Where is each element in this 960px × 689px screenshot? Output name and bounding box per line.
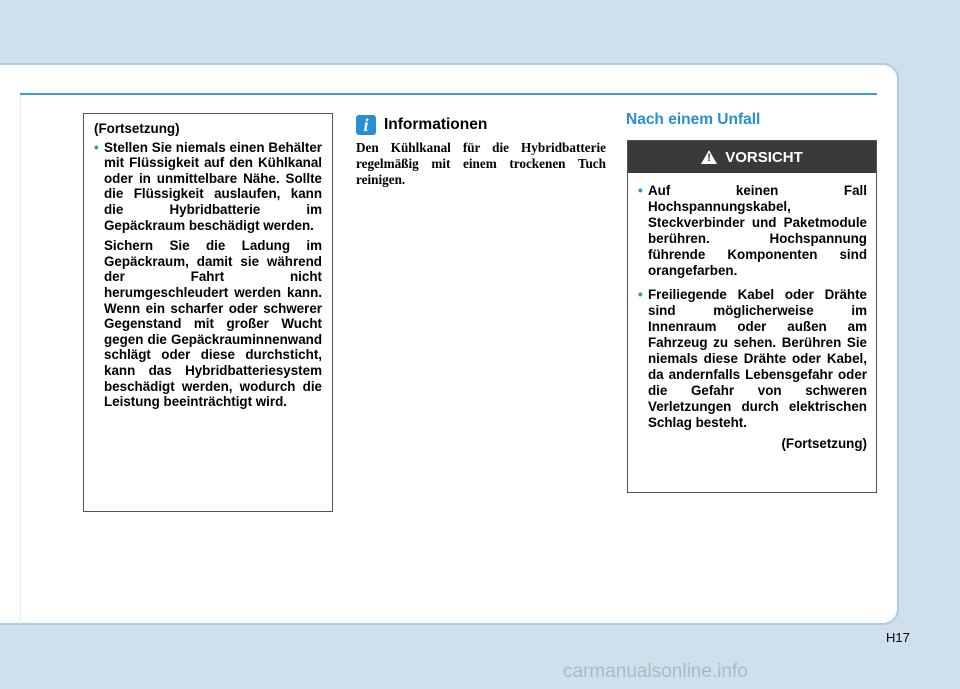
watermark: carmanualsonline.info <box>563 661 748 682</box>
info-title: Informationen <box>384 116 488 133</box>
warning-bullet <box>638 287 867 431</box>
warning-label: VORSICHT <box>725 148 803 166</box>
warning-header <box>628 141 876 173</box>
margin-rule <box>20 95 21 624</box>
info-body: Den Kühlkanal für die Hybridbatterie regelmäßig mit einem trockenen Tuch reinigen. <box>356 140 606 187</box>
info-header <box>356 115 487 135</box>
continued-caution-box <box>83 113 333 512</box>
warning-triangle-icon: ! <box>701 150 717 164</box>
bullet-dot: • <box>638 183 643 198</box>
section-title: Nach einem Unfall <box>626 111 761 128</box>
bullet-dot: • <box>94 139 99 155</box>
warning-bullet <box>638 183 867 279</box>
page-number: H17 <box>886 630 910 645</box>
info-icon: i <box>356 115 376 135</box>
header-rule <box>20 93 877 95</box>
continued-note: (Fortsetzung) <box>781 436 867 451</box>
warning-box <box>627 140 877 493</box>
warning-bullet-text: Auf keinen Fall Hochspannungskabel, Steckverbinder und Paketmodule berühren. Hochspannung führende Komponenten sind orangefarben. <box>648 183 867 278</box>
warning-body <box>628 173 876 452</box>
bullet-item <box>94 140 322 234</box>
box-heading: (Fortsetzung) <box>94 121 180 136</box>
warning-bullet-text: Freiliegende Kabel oder Drähte sind möglicherweise im Innenraum oder außen am Fahrzeug zu sehen. Berühren Sie niemals diese Drähte oder Kabel, da andernfalls Lebensgefahr oder die Gefahr von schweren Verletzungen durch elektrischen Schlag besteht. <box>648 287 867 430</box>
bullet-text: Stellen Sie niemals einen Behälter mit Flüssigkeit auf den Kühlkanal oder in unmittelbare Nähe. Sollte die Flüssigkeit auslaufen, kann die Hybridbatterie im Gepäckraum beschädigt werden. <box>104 139 322 233</box>
cargo-paragraph: Sichern Sie die Ladung im Gepäckraum, damit sie während der Fahrt nicht herumgeschleudert werden kann. Wenn ein scharfer oder schwerer Gegenstand mit großer Wucht gegen die Gepäckrauminnenwand schlägt oder diese durchsticht, kann das Hybridbatteriesystem beschädigt werden, wodurch die Leistung beeinträchtigt wird. <box>104 238 322 410</box>
bullet-dot: • <box>638 287 643 302</box>
